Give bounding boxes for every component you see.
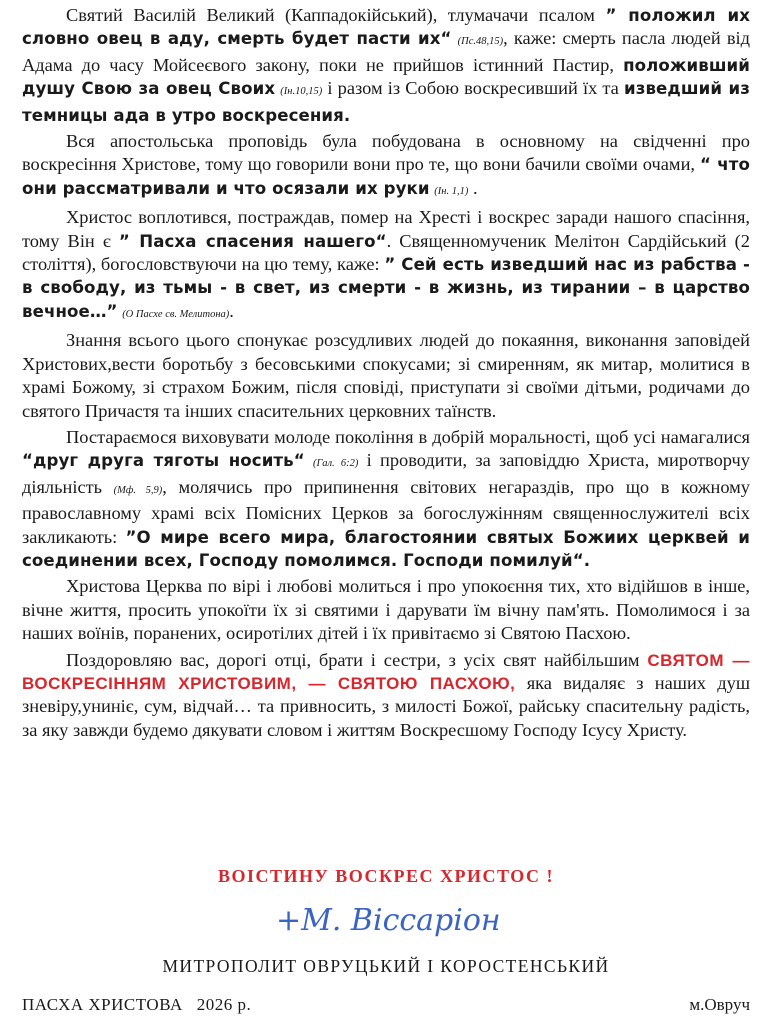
text: , каже: смерть пасла людей від Адама до часу Мойсеєвого закону, поки не прийшов істинний Пастир, <box>22 28 750 75</box>
signature-graphic <box>268 896 508 944</box>
scripture-reference: (Пс.48,15) <box>457 36 504 48</box>
easter-highlight: СВЯТОМ — ВОСКРЕСІННЯМ ХРИСТОВИМ, — СВЯТОЮ ПАСХОЮ, <box>22 650 750 693</box>
paragraph-3 <box>22 206 750 326</box>
paragraph-1 <box>22 4 750 127</box>
signature-text: +М. Віссаріон <box>276 903 501 938</box>
easter-greeting: ВОІСТИНУ ВОСКРЕС ХРИСТОС ! <box>218 866 554 886</box>
footer-place: м.Овруч <box>689 995 750 1014</box>
paragraph-4 <box>22 329 750 423</box>
text: Поздоровляю вас, дорогі отці, брати і сестри, з усіх свят найбільшим <box>66 649 640 670</box>
signer-title: МИТРОПОЛИТ ОВРУЦЬКИЙ І КОРОСТЕНСЬКИЙ <box>162 956 610 976</box>
text: яка видаляє з наших душ зневіру,униніє, сум, відчай… та привносить, з милості Божої, райську спасительну радість, за яку завжди будемо дякувати словом і життям Воскресшому Господу Ісусу Христу. <box>22 672 750 740</box>
occasion: ПАСХА ХРИСТОВА <box>22 995 183 1014</box>
church-slavonic-quote: ”О мире всего мира, благостоянии святых Божиих церквей и соединении всех, Господу помолимся. Господи помилуй“. <box>22 527 750 570</box>
paragraph-6 <box>22 575 750 645</box>
church-slavonic-quote: изведший из темницы ада в утро воскресения. <box>22 79 750 125</box>
church-slavonic-quote: ” положил их словно овец в аду, смерть будет пасти их“ <box>22 6 750 49</box>
text: Постараємося виховувати молоде покоління в добрій моральності, щоб усі намагалися <box>66 426 750 447</box>
paragraph-2 <box>22 130 750 203</box>
text: Знання всього цього спонукає розсудливих людей до покаяння, виконання заповідей Христових,вести боротьбу з бесовськими спокусами; зі смиренням, як митар, молитися в храмі Божому, зі страхом Божим, після сповіді, приступати зі своїми дітьми, родичами до святого Причастя та інших спасительних церковних таїнств. <box>22 330 750 421</box>
scripture-reference: (Мф. 5,9) <box>113 484 163 496</box>
paragraph-7 <box>22 649 750 743</box>
year: 2026 р. <box>196 995 252 1014</box>
text: Святий Василій Великий (Каппадокійський), тлумачачи псалом <box>66 5 595 25</box>
text: Христос воплотився, постраждав, помер на Хресті і воскрес заради нашого спасіння, тому Він є <box>22 207 750 251</box>
scripture-reference: (Гал. 6:2) <box>313 458 359 470</box>
text: . <box>229 300 234 321</box>
text: Вся апостольська проповідь була побудована в основному на свідченні про воскресіння Христове, тому що говорили вони про те, що вони бачили своїми очами, <box>22 131 750 175</box>
paragraph-5 <box>22 426 750 572</box>
text: . <box>472 177 478 198</box>
text: , молячись про припинення світових негараздів, про що в кожному православному храмі всіх Помісних Церков за богослужінням священнослужителі всіх закликають: <box>22 476 750 547</box>
source-reference: (О Пасхе св. Мелитона) <box>122 308 230 320</box>
text: і проводити, за заповіддю Христа, миротворчу діяльність <box>22 450 750 497</box>
scripture-reference: (Ін. 1,1) <box>434 185 469 197</box>
letter-body <box>22 4 750 745</box>
church-slavonic-quote: “ что они рассматривали и что осязали их руки <box>22 155 750 198</box>
scripture-reference: (Ін.10,15) <box>280 86 323 98</box>
church-slavonic-quote: ” Пасха спасения нашего“ <box>118 231 387 251</box>
church-slavonic-quote: положивший душу Свою за овец Своих <box>22 55 750 99</box>
handwritten-signature <box>268 896 508 944</box>
text: Христова Церква по вірі і любові молиться і про упокоєння тих, хто відійшов в інше, вічне життя, просить упокоїти їх зі святими і дарувати їм вічну пам'ять. Помолимося і за наших воїнів, поранених, осиротілих дітей і їх привітаємо зі Святою Пасхою. <box>22 576 750 644</box>
church-slavonic-quote: “друг друга тяготы носить“ <box>22 451 305 471</box>
footer-date <box>22 995 251 1015</box>
church-slavonic-quote: ” Сей есть изведший нас из рабства - в свободу, из тьмы - в свет, из смерти - в жизнь, из тирании – в царство вечное…” <box>22 255 750 321</box>
text: і разом із Собою воскресивший їх та <box>327 78 619 99</box>
text: . Священномученик Мелітон Сардійський (2 століття), богословствуючи на цю тему, каже: <box>22 230 750 275</box>
